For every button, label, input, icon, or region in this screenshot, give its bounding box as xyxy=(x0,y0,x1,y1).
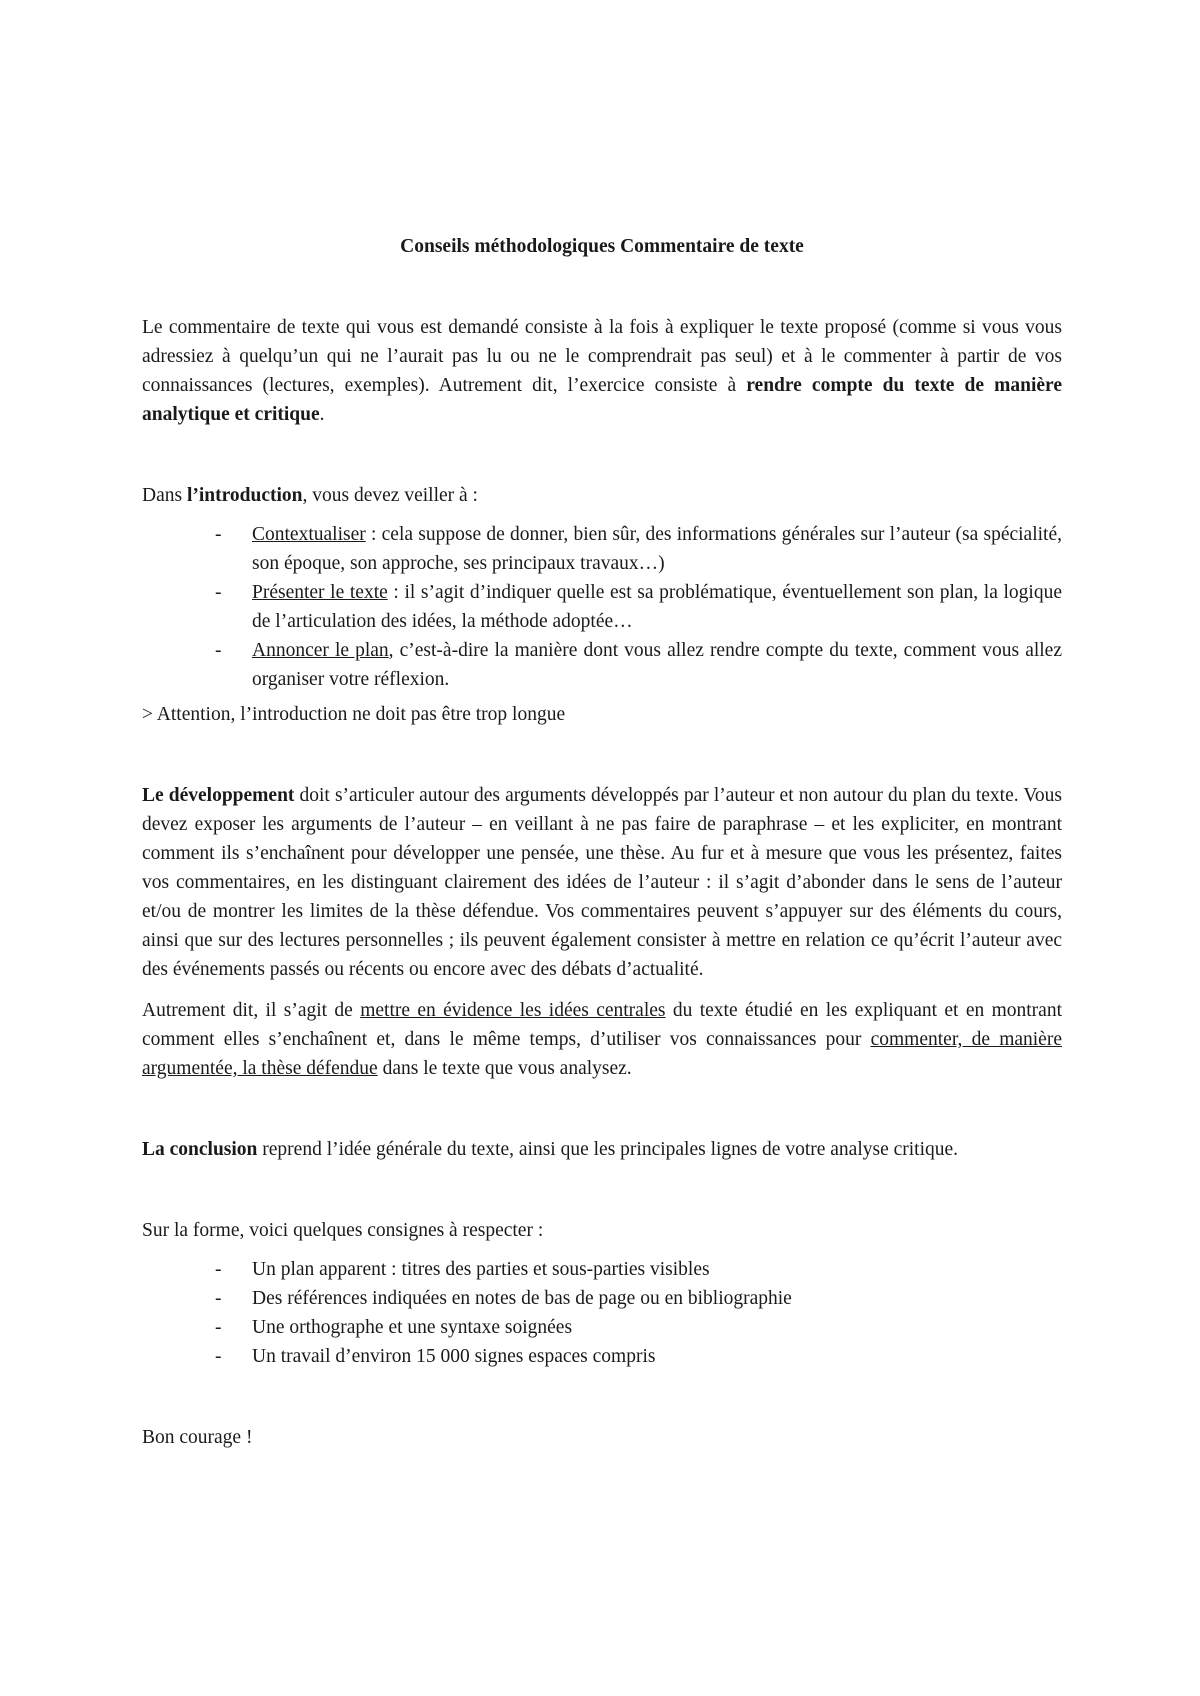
dev-p2-b: du texte étudié en les expliquant et en montrant comment elles s’enchaînent et, dans le même temps, d’utiliser vos connaissances pour xyxy=(142,1000,1062,1050)
introduction-heading xyxy=(142,481,1062,510)
introduction-list xyxy=(142,520,1062,694)
dev-p2-a: Autrement dit, il s’agit de xyxy=(142,1000,361,1021)
list-item xyxy=(142,1284,1062,1313)
developpement-paragraph xyxy=(142,781,1062,984)
developpement-bold: Le développement xyxy=(142,785,295,806)
intro-bold: rendre compte du texte de manière analytique et critique xyxy=(142,375,1062,425)
introduction-note: > Attention, l’introduction ne doit pas être trop longue xyxy=(142,704,566,725)
list-item-text: Un plan apparent : titres des parties et sous-parties visibles xyxy=(252,1259,710,1280)
dash-bullet: - xyxy=(215,582,222,603)
dash-bullet: - xyxy=(215,1288,222,1309)
dev-p2-underlined-1: mettre en évidence les idées centrales xyxy=(360,1000,666,1021)
list-item xyxy=(142,578,1062,636)
dash-bullet: - xyxy=(215,524,222,545)
intro-text: Le commentaire de texte qui vous est demandé consiste à la fois à expliquer le texte proposé (comme si vous vous adressiez à quelqu’un qui ne l’aurait pas lu ou ne le comprendrait pas seul) et à le commenter à partir de vos connaissances (lectures, exemples). Autrement dit, l’exercice consiste à xyxy=(142,317,1062,396)
list-item-underlined: Contextualiser xyxy=(252,524,366,545)
intro-end: . xyxy=(319,404,325,425)
dash-bullet: - xyxy=(215,1259,222,1280)
list-item-text: : cela suppose de donner, bien sûr, des informations générales sur l’auteur (sa spécialité, son époque, son approche, ses principaux travaux…) xyxy=(252,524,1062,574)
list-item-text: , c’est-à-dire la manière dont vous allez rendre compte du texte, comment vous allez organiser votre réflexion. xyxy=(252,640,1062,690)
list-item xyxy=(142,1255,1062,1284)
dev-p2-underlined-2: commenter, de manière argumentée, la thèse défendue xyxy=(142,1029,1062,1079)
developpement-paragraph-2 xyxy=(142,996,1062,1083)
document-body xyxy=(142,232,1062,1452)
dev-p2-c: dans le texte que vous analysez. xyxy=(377,1058,632,1079)
closing-text: Bon courage ! xyxy=(142,1427,253,1448)
intro-paragraph xyxy=(142,313,1062,429)
introduction-suffix: , vous devez veiller à : xyxy=(302,485,478,506)
document-title: Conseils méthodologiques Commentaire de texte xyxy=(400,236,804,257)
list-item xyxy=(142,1313,1062,1342)
introduction-prefix: Dans xyxy=(142,485,187,506)
list-item-text: Un travail d’environ 15 000 signes espaces compris xyxy=(252,1346,656,1367)
conclusion-bold: La conclusion xyxy=(142,1139,258,1160)
conclusion-text: reprend l’idée générale du texte, ainsi que les principales lignes de votre analyse critique. xyxy=(257,1139,959,1160)
list-item xyxy=(142,1342,1062,1371)
list-item-text: Des références indiquées en notes de bas de page ou en bibliographie xyxy=(252,1288,792,1309)
introduction-bold: l’introduction xyxy=(186,485,303,506)
list-item-text: Une orthographe et une syntaxe soignées xyxy=(252,1317,573,1338)
list-item-text: : il s’agit d’indiquer quelle est sa problématique, éventuellement son plan, la logique de l’articulation des idées, la méthode adoptée… xyxy=(252,582,1062,632)
list-item-underlined: Annoncer le plan xyxy=(252,640,389,661)
conclusion-paragraph xyxy=(142,1135,1062,1164)
forme-list xyxy=(142,1255,1062,1371)
developpement-text: doit s’articuler autour des arguments développés par l’auteur et non autour du plan du texte. Vous devez exposer les arguments de l’auteur – en veillant à ne pas faire de paraphrase – et les expliciter, en montrant comment ils s’enchaînent pour développer une pensée, une thèse. Au fur et à mesure que vous les présentez, faites vos commentaires, en les distinguant clairement des idées de l’auteur : il s’agit d’abonder dans le sens de l’auteur et/ou de montrer les limites de la thèse défendue. Vos commentaires peuvent s’appuyer sur des éléments du cours, ainsi que sur des lectures personnelles ; ils peuvent également consister à mettre en relation ce qu’écrit l’auteur avec des événements passés ou récents ou encore avec des débats d’actualité. xyxy=(142,785,1062,980)
list-item xyxy=(142,636,1062,694)
list-item-underlined: Présenter le texte xyxy=(252,582,388,603)
forme-intro: Sur la forme, voici quelques consignes à respecter : xyxy=(142,1220,544,1241)
dash-bullet: - xyxy=(215,1346,222,1367)
dash-bullet: - xyxy=(215,640,222,661)
dash-bullet: - xyxy=(215,1317,222,1338)
list-item xyxy=(142,520,1062,578)
